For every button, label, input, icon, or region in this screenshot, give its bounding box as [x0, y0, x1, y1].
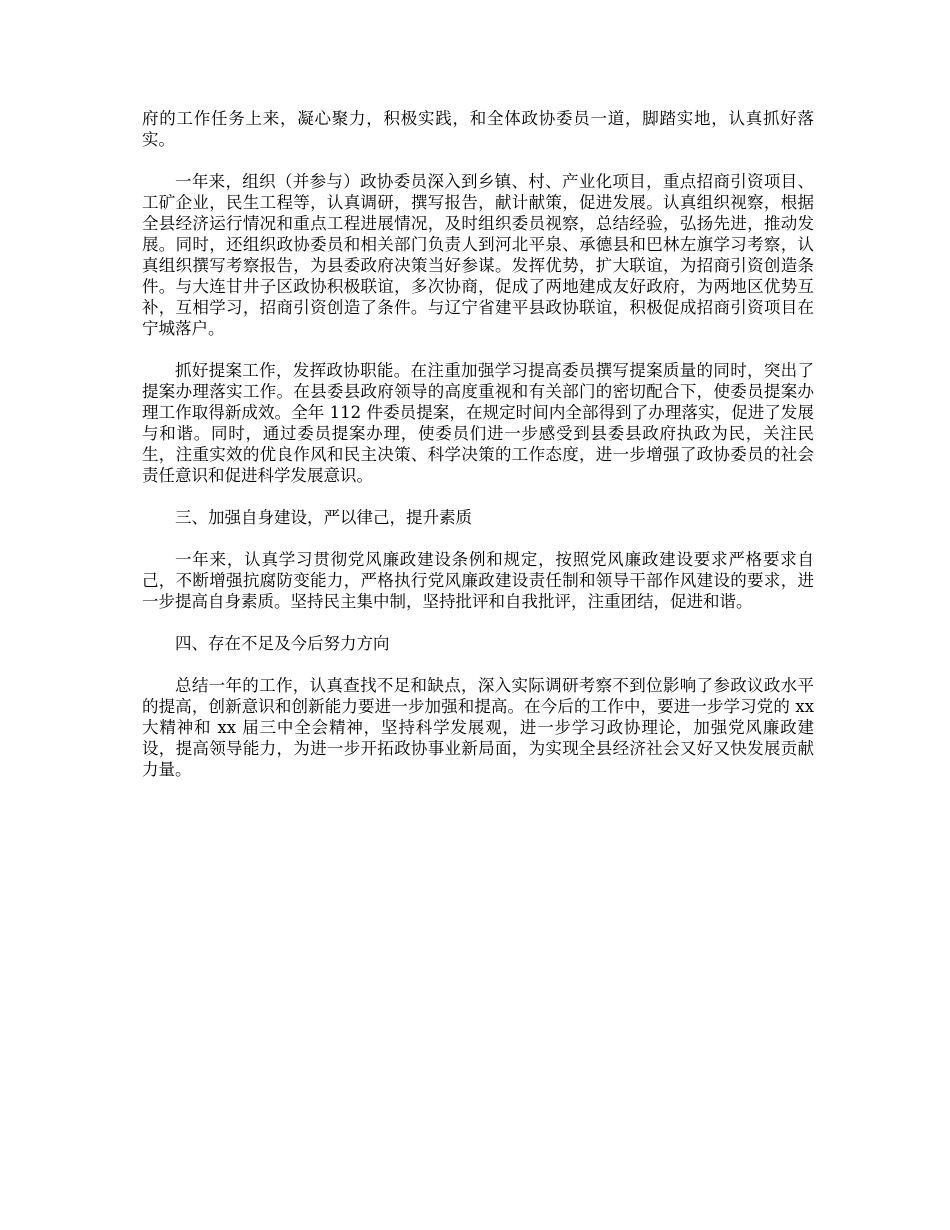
paragraph-research-activities: 一年来，组织（并参与）政协委员深入到乡镇、村、产业化项目，重点招商引资项目、工矿企业，民生工程等，认真调研，撰写报告，献计献策，促进发展。认真组织视察，根据全县经济运行情况和重点工程进展情况，及时组织委员视察，总结经验，弘扬先进，推动发展。同时，还组织政协委员和相关部门负责人到河北平泉、承德县和巴林左旗学习考察，认真组织撰写考察报告，为县委政府决策当好参谋。发挥优势，扩大联谊，为招商引资创造条件。与大连甘井子区政协积极联谊，多次协商，促成了两地建成友好政府，为两地区优势互补，互相学习，招商引资创造了条件。与辽宁省建平县政协联谊，积极促成招商引资项目在宁城落户。: [142, 172, 814, 338]
paragraph-continuation: 府的工作任务上来，凝心聚力，积极实践，和全体政协委员一道，脚踏实地，认真抓好落实。: [142, 109, 814, 149]
section-heading-self-building: 三、加强自身建设，严以律己，提升素质: [175, 508, 472, 527]
paragraph-self-building: 一年来，认真学习贯彻党风廉政建设条例和规定，按照党风廉政建设要求严格要求自己，不断增强抗腐防变能力，严格执行党风廉政建设责任制和领导干部作风建设的要求，进一步提高自身素质。坚持民主集中制，坚持批评和自我批评，注重团结，促进和谐。: [142, 550, 814, 611]
section-heading-shortcomings: 四、存在不足及今后努力方向: [175, 634, 390, 653]
paragraph-shortcomings: 总结一年的工作，认真查找不足和缺点，深入实际调研考察不到位影响了参政议政水平的提高，创新意识和创新能力要进一步加强和提高。在今后的工作中，要进一步学习党的 xx 大精神和 xx 届三中全会精神，坚持科学发展观，进一步学习政协理论，加强党风廉政建设，提高领导能力，为进一步开拓政协事业新局面，为实现全县经济社会又好又快发展贡献力量。: [142, 676, 814, 779]
paragraph-proposal-work: 抓好提案工作，发挥政协职能。在注重加强学习提高委员撰写提案质量的同时，突出了提案办理落实工作。在县委县政府领导的高度重视和有关部门的密切配合下，使委员提案办理工作取得新成效。全年 112 件委员提案，在规定时间内全部得到了办理落实，促进了发展与和谐。同时，通过委员提案办理，使委员们进一步感受到县委县政府执政为民，关注民生，注重实效的优良作风和民主决策、科学决策的工作态度，进一步增强了政协委员的社会责任意识和促进科学发展意识。: [142, 361, 814, 485]
document-page: [142, 108, 814, 801]
